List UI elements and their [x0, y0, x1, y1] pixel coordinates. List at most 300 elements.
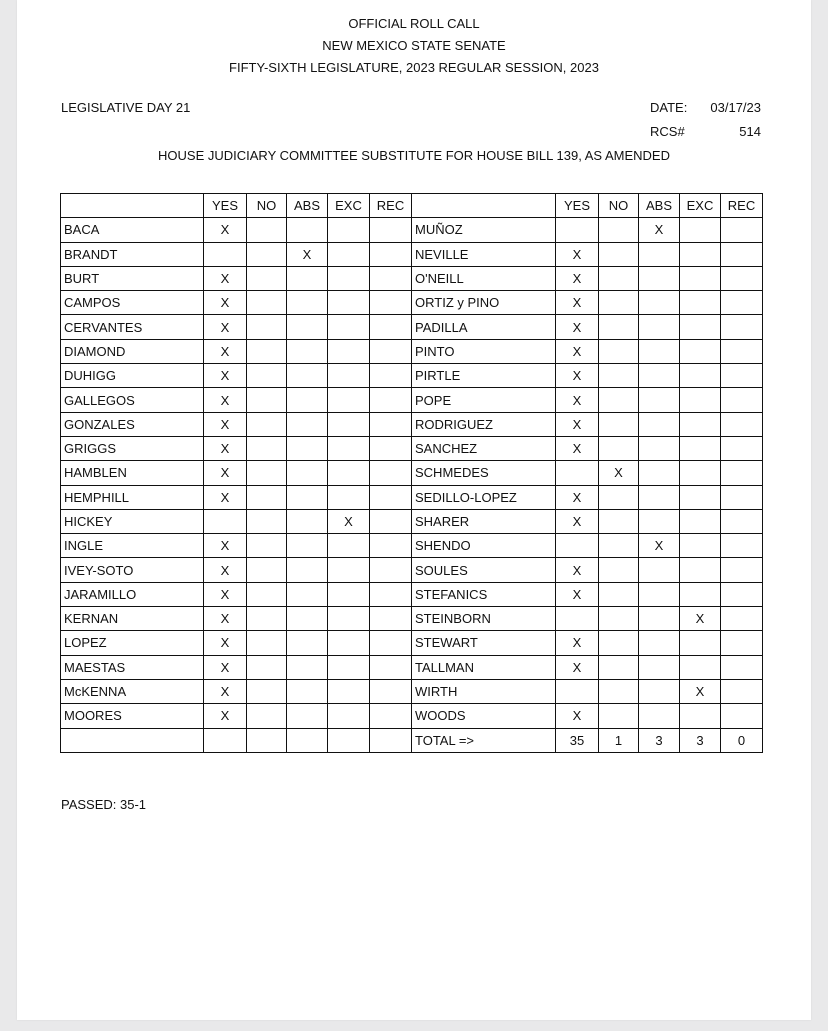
left-vote-rec — [370, 582, 412, 606]
right-vote-no: X — [599, 461, 639, 485]
totals-empty-cell — [328, 728, 370, 752]
left-vote-rec — [370, 485, 412, 509]
right-vote-exc — [680, 509, 721, 533]
right-vote-no — [599, 582, 639, 606]
right-member-name: STEINBORN — [412, 607, 556, 631]
right-vote-exc — [680, 655, 721, 679]
right-vote-abs — [639, 485, 680, 509]
table-row — [61, 436, 763, 460]
name-header-cell — [412, 194, 556, 218]
totals-empty-cell — [287, 728, 328, 752]
right-vote-abs — [639, 558, 680, 582]
right-vote-abs — [639, 436, 680, 460]
right-vote-exc — [680, 558, 721, 582]
totals-empty-cell — [61, 728, 204, 752]
left-member-name: GONZALES — [61, 412, 204, 436]
right-vote-yes — [556, 534, 599, 558]
left-vote-exc — [328, 582, 370, 606]
right-vote-abs — [639, 704, 680, 728]
left-member-name: HEMPHILL — [61, 485, 204, 509]
right-vote-rec — [721, 412, 763, 436]
left-vote-rec — [370, 558, 412, 582]
left-vote-no — [247, 364, 287, 388]
left-member-name: INGLE — [61, 534, 204, 558]
right-vote-rec — [721, 388, 763, 412]
table-row — [61, 388, 763, 412]
left-vote-yes: X — [204, 218, 247, 242]
right-vote-yes — [556, 461, 599, 485]
totals-empty-cell — [204, 728, 247, 752]
right-vote-no — [599, 364, 639, 388]
left-vote-yes: X — [204, 461, 247, 485]
table-row — [61, 704, 763, 728]
right-vote-yes: X — [556, 364, 599, 388]
left-vote-exc — [328, 291, 370, 315]
right-vote-rec — [721, 679, 763, 703]
left-vote-no — [247, 291, 287, 315]
table-row — [61, 242, 763, 266]
right-vote-yes: X — [556, 315, 599, 339]
left-vote-exc — [328, 388, 370, 412]
left-vote-exc — [328, 679, 370, 703]
left-vote-rec — [370, 364, 412, 388]
left-vote-abs — [287, 315, 328, 339]
left-member-name: KERNAN — [61, 607, 204, 631]
header-chamber: NEW MEXICO STATE SENATE — [322, 38, 506, 53]
left-member-name: HAMBLEN — [61, 461, 204, 485]
rcs-value: 514 — [739, 124, 761, 139]
right-vote-abs — [639, 266, 680, 290]
left-vote-exc — [328, 534, 370, 558]
left-vote-exc — [328, 266, 370, 290]
left-vote-rec — [370, 436, 412, 460]
right-vote-rec — [721, 364, 763, 388]
right-vote-yes: X — [556, 485, 599, 509]
left-member-name: MOORES — [61, 704, 204, 728]
right-vote-rec — [721, 655, 763, 679]
left-vote-abs — [287, 291, 328, 315]
right-vote-yes: X — [556, 436, 599, 460]
right-vote-exc — [680, 704, 721, 728]
left-vote-exc — [328, 558, 370, 582]
right-vote-rec — [721, 485, 763, 509]
right-vote-rec — [721, 631, 763, 655]
right-vote-abs — [639, 655, 680, 679]
right-vote-exc — [680, 339, 721, 363]
column-header-yes: YES — [204, 194, 247, 218]
right-vote-no — [599, 534, 639, 558]
table-row — [61, 679, 763, 703]
total-yes: 35 — [556, 728, 599, 752]
right-vote-no — [599, 607, 639, 631]
table-row — [61, 461, 763, 485]
left-vote-no — [247, 679, 287, 703]
date-value: 03/17/23 — [710, 100, 761, 115]
right-member-name: O'NEILL — [412, 266, 556, 290]
left-vote-abs: X — [287, 242, 328, 266]
right-member-name: ORTIZ y PINO — [412, 291, 556, 315]
right-member-name: PIRTLE — [412, 364, 556, 388]
column-header-exc: EXC — [328, 194, 370, 218]
left-vote-abs — [287, 388, 328, 412]
left-vote-abs — [287, 339, 328, 363]
left-member-name: GALLEGOS — [61, 388, 204, 412]
table-row — [61, 582, 763, 606]
right-vote-exc — [680, 291, 721, 315]
right-vote-abs — [639, 291, 680, 315]
right-vote-rec — [721, 704, 763, 728]
left-vote-rec — [370, 509, 412, 533]
left-member-name: BRANDT — [61, 242, 204, 266]
right-vote-rec — [721, 315, 763, 339]
left-vote-abs — [287, 461, 328, 485]
right-vote-no — [599, 412, 639, 436]
table-row — [61, 607, 763, 631]
left-vote-no — [247, 218, 287, 242]
column-header-row — [61, 194, 763, 218]
left-vote-yes: X — [204, 388, 247, 412]
right-vote-rec — [721, 509, 763, 533]
left-vote-no — [247, 266, 287, 290]
left-vote-exc — [328, 412, 370, 436]
right-vote-yes — [556, 607, 599, 631]
right-vote-yes: X — [556, 558, 599, 582]
right-member-name: SCHMEDES — [412, 461, 556, 485]
left-vote-exc — [328, 607, 370, 631]
right-vote-abs — [639, 315, 680, 339]
left-vote-no — [247, 534, 287, 558]
left-vote-no — [247, 461, 287, 485]
right-vote-exc — [680, 436, 721, 460]
right-vote-exc — [680, 242, 721, 266]
right-vote-no — [599, 291, 639, 315]
right-vote-no — [599, 266, 639, 290]
left-vote-abs — [287, 655, 328, 679]
right-vote-abs — [639, 339, 680, 363]
right-member-name: STEFANICS — [412, 582, 556, 606]
table-row — [61, 485, 763, 509]
left-member-name: DUHIGG — [61, 364, 204, 388]
left-member-name: IVEY-SOTO — [61, 558, 204, 582]
left-vote-abs — [287, 582, 328, 606]
column-header-no: NO — [599, 194, 639, 218]
left-member-name: GRIGGS — [61, 436, 204, 460]
bill-title: HOUSE JUDICIARY COMMITTEE SUBSTITUTE FOR HOUSE BILL 139, AS AMENDED — [158, 148, 670, 163]
left-vote-rec — [370, 315, 412, 339]
left-vote-abs — [287, 558, 328, 582]
right-vote-exc — [680, 582, 721, 606]
right-vote-rec — [721, 582, 763, 606]
roll-call-body — [61, 194, 763, 753]
right-vote-yes — [556, 679, 599, 703]
right-vote-yes: X — [556, 509, 599, 533]
right-vote-yes: X — [556, 704, 599, 728]
table-row — [61, 364, 763, 388]
right-vote-rec — [721, 218, 763, 242]
left-vote-abs — [287, 704, 328, 728]
left-vote-yes: X — [204, 412, 247, 436]
right-vote-rec — [721, 291, 763, 315]
left-vote-exc — [328, 242, 370, 266]
left-vote-yes: X — [204, 582, 247, 606]
right-member-name: SHARER — [412, 509, 556, 533]
right-member-name: SOULES — [412, 558, 556, 582]
column-header-rec: REC — [721, 194, 763, 218]
right-vote-no — [599, 339, 639, 363]
left-vote-no — [247, 704, 287, 728]
right-vote-exc — [680, 364, 721, 388]
left-vote-abs — [287, 218, 328, 242]
left-vote-exc — [328, 631, 370, 655]
table-row — [61, 291, 763, 315]
left-vote-yes: X — [204, 534, 247, 558]
left-vote-no — [247, 582, 287, 606]
right-vote-abs — [639, 461, 680, 485]
right-vote-abs — [639, 607, 680, 631]
right-member-name: NEVILLE — [412, 242, 556, 266]
table-row — [61, 534, 763, 558]
table-row — [61, 266, 763, 290]
totals-empty-cell — [247, 728, 287, 752]
right-vote-exc: X — [680, 607, 721, 631]
right-vote-abs — [639, 509, 680, 533]
right-vote-no — [599, 218, 639, 242]
left-vote-yes: X — [204, 315, 247, 339]
left-vote-abs — [287, 509, 328, 533]
left-member-name: BACA — [61, 218, 204, 242]
date-label: DATE: — [650, 100, 688, 115]
right-vote-no — [599, 631, 639, 655]
right-vote-exc — [680, 461, 721, 485]
left-member-name: DIAMOND — [61, 339, 204, 363]
right-vote-no — [599, 509, 639, 533]
right-vote-yes: X — [556, 655, 599, 679]
left-vote-abs — [287, 534, 328, 558]
left-vote-yes: X — [204, 266, 247, 290]
right-vote-rec — [721, 339, 763, 363]
column-header-abs: ABS — [639, 194, 680, 218]
left-vote-rec — [370, 291, 412, 315]
left-member-name: LOPEZ — [61, 631, 204, 655]
right-vote-exc — [680, 631, 721, 655]
legislative-day: LEGISLATIVE DAY 21 — [61, 100, 191, 115]
left-vote-rec — [370, 631, 412, 655]
right-vote-no — [599, 315, 639, 339]
right-vote-abs: X — [639, 534, 680, 558]
left-vote-rec — [370, 339, 412, 363]
table-row — [61, 631, 763, 655]
total-rec: 0 — [721, 728, 763, 752]
right-vote-exc — [680, 266, 721, 290]
right-member-name: WOODS — [412, 704, 556, 728]
column-header-abs: ABS — [287, 194, 328, 218]
left-vote-abs — [287, 679, 328, 703]
right-member-name: MUÑOZ — [412, 218, 556, 242]
result-text: PASSED: 35-1 — [61, 797, 147, 812]
left-vote-rec — [370, 266, 412, 290]
right-vote-rec — [721, 242, 763, 266]
left-vote-no — [247, 631, 287, 655]
left-vote-rec — [370, 461, 412, 485]
left-vote-rec — [370, 655, 412, 679]
table-row — [61, 655, 763, 679]
table-row — [61, 412, 763, 436]
left-vote-abs — [287, 266, 328, 290]
left-vote-yes: X — [204, 364, 247, 388]
left-member-name: McKENNA — [61, 679, 204, 703]
right-vote-yes: X — [556, 388, 599, 412]
left-vote-no — [247, 388, 287, 412]
left-vote-exc — [328, 461, 370, 485]
right-vote-abs — [639, 631, 680, 655]
left-vote-rec — [370, 704, 412, 728]
left-vote-exc — [328, 339, 370, 363]
right-vote-exc — [680, 388, 721, 412]
right-member-name: SANCHEZ — [412, 436, 556, 460]
left-vote-yes — [204, 242, 247, 266]
left-vote-exc — [328, 655, 370, 679]
right-vote-abs — [639, 364, 680, 388]
left-vote-yes: X — [204, 679, 247, 703]
right-vote-yes: X — [556, 339, 599, 363]
totals-row — [61, 728, 763, 752]
table-row — [61, 218, 763, 242]
right-vote-abs — [639, 582, 680, 606]
totals-empty-cell — [370, 728, 412, 752]
roll-call-page — [17, 0, 811, 1020]
right-vote-no — [599, 558, 639, 582]
right-vote-rec — [721, 607, 763, 631]
left-vote-abs — [287, 631, 328, 655]
left-vote-no — [247, 315, 287, 339]
right-vote-no — [599, 242, 639, 266]
right-vote-rec — [721, 558, 763, 582]
left-member-name: HICKEY — [61, 509, 204, 533]
right-member-name: SEDILLO-LOPEZ — [412, 485, 556, 509]
right-vote-exc — [680, 534, 721, 558]
right-vote-rec — [721, 436, 763, 460]
left-vote-exc: X — [328, 509, 370, 533]
left-vote-no — [247, 509, 287, 533]
left-vote-rec — [370, 412, 412, 436]
right-vote-rec — [721, 534, 763, 558]
left-vote-no — [247, 485, 287, 509]
left-vote-abs — [287, 607, 328, 631]
left-vote-rec — [370, 679, 412, 703]
right-vote-abs: X — [639, 218, 680, 242]
right-member-name: PINTO — [412, 339, 556, 363]
right-vote-abs — [639, 242, 680, 266]
right-vote-exc — [680, 218, 721, 242]
left-vote-rec — [370, 388, 412, 412]
left-vote-exc — [328, 704, 370, 728]
left-vote-yes: X — [204, 631, 247, 655]
right-vote-yes: X — [556, 582, 599, 606]
right-vote-abs — [639, 388, 680, 412]
left-vote-no — [247, 436, 287, 460]
right-member-name: WIRTH — [412, 679, 556, 703]
total-no: 1 — [599, 728, 639, 752]
column-header-no: NO — [247, 194, 287, 218]
right-vote-yes: X — [556, 291, 599, 315]
table-row — [61, 339, 763, 363]
column-header-yes: YES — [556, 194, 599, 218]
left-vote-exc — [328, 315, 370, 339]
right-member-name: RODRIGUEZ — [412, 412, 556, 436]
left-vote-no — [247, 412, 287, 436]
table-row — [61, 558, 763, 582]
left-vote-yes: X — [204, 655, 247, 679]
left-vote-exc — [328, 218, 370, 242]
right-member-name: STEWART — [412, 631, 556, 655]
right-vote-yes: X — [556, 266, 599, 290]
left-member-name: CAMPOS — [61, 291, 204, 315]
right-vote-rec — [721, 266, 763, 290]
right-vote-no — [599, 436, 639, 460]
right-vote-no — [599, 704, 639, 728]
right-member-name: TALLMAN — [412, 655, 556, 679]
left-vote-rec — [370, 534, 412, 558]
left-vote-no — [247, 339, 287, 363]
right-vote-no — [599, 388, 639, 412]
left-vote-no — [247, 607, 287, 631]
left-member-name: JARAMILLO — [61, 582, 204, 606]
right-vote-yes: X — [556, 412, 599, 436]
total-exc: 3 — [680, 728, 721, 752]
right-vote-no — [599, 655, 639, 679]
right-vote-exc — [680, 315, 721, 339]
right-vote-exc: X — [680, 679, 721, 703]
left-vote-yes: X — [204, 485, 247, 509]
left-vote-yes: X — [204, 558, 247, 582]
roll-call-table — [60, 193, 763, 753]
left-vote-yes: X — [204, 607, 247, 631]
left-vote-yes: X — [204, 291, 247, 315]
left-vote-no — [247, 242, 287, 266]
right-vote-rec — [721, 461, 763, 485]
left-vote-yes — [204, 509, 247, 533]
left-vote-yes: X — [204, 436, 247, 460]
left-member-name: CERVANTES — [61, 315, 204, 339]
right-vote-no — [599, 679, 639, 703]
left-vote-rec — [370, 218, 412, 242]
column-header-exc: EXC — [680, 194, 721, 218]
left-vote-abs — [287, 436, 328, 460]
rcs-label: RCS# — [650, 124, 685, 139]
right-member-name: PADILLA — [412, 315, 556, 339]
left-vote-exc — [328, 436, 370, 460]
total-label: TOTAL => — [412, 728, 556, 752]
left-vote-exc — [328, 485, 370, 509]
header-title: OFFICIAL ROLL CALL — [348, 16, 480, 31]
left-vote-rec — [370, 607, 412, 631]
left-vote-no — [247, 558, 287, 582]
right-vote-no — [599, 485, 639, 509]
right-vote-exc — [680, 485, 721, 509]
right-vote-exc — [680, 412, 721, 436]
right-member-name: POPE — [412, 388, 556, 412]
right-vote-yes: X — [556, 631, 599, 655]
left-vote-no — [247, 655, 287, 679]
right-vote-yes: X — [556, 242, 599, 266]
left-member-name: MAESTAS — [61, 655, 204, 679]
left-member-name: BURT — [61, 266, 204, 290]
header-session: FIFTY-SIXTH LEGISLATURE, 2023 REGULAR SESSION, 2023 — [229, 60, 599, 75]
right-vote-abs — [639, 679, 680, 703]
right-member-name: SHENDO — [412, 534, 556, 558]
right-vote-abs — [639, 412, 680, 436]
column-header-rec: REC — [370, 194, 412, 218]
